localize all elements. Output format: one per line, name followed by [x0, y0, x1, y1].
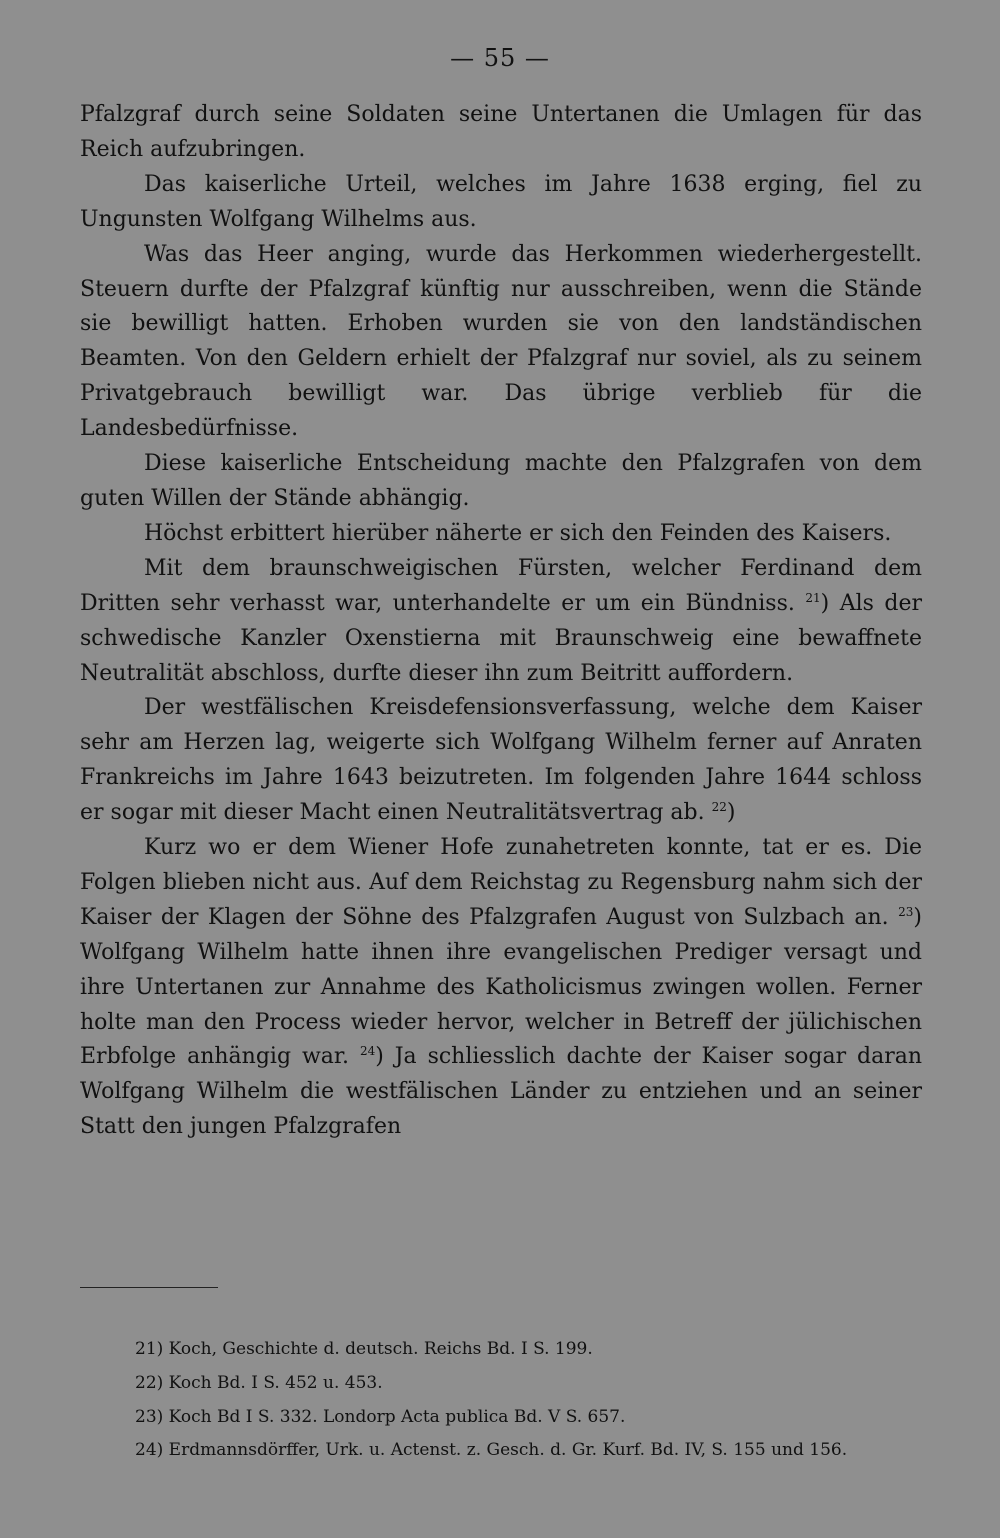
footnote-divider [80, 1287, 218, 1288]
paragraph: Das kaiserliche Urteil, welches im Jahre 1638 erging, fiel zu Ungunsten Wolfgang Wilhelms aus. [80, 171, 922, 232]
footnote-ref-22: 22 [711, 800, 727, 815]
paragraph: Diese kaiserliche Entscheidung machte den Pfalzgrafen von dem guten Willen der Stände abhängig. [80, 451, 922, 511]
footnote-ref-23: 23 [898, 904, 914, 919]
paragraph-text: Mit dem braunschweigischen Fürsten, welcher Ferdinand dem Dritten sehr verhasst war, unterhandelte er um ein Bündniss. [80, 555, 922, 616]
paragraph-text: Kurz wo er dem Wiener Hofe zunahetreten konnte, tat er es. Die Folgen blieben nicht aus. Auf dem Reichstag zu Regensburg nahm sich der Kaiser der Klagen der Söhne des Pfalzgrafen August von Sulzbach an. [80, 835, 922, 930]
footnote: 23) Koch Bd I S. 332. Londorp Acta publica Bd. V S. 657. [135, 1406, 626, 1427]
footnotes [80, 1333, 912, 1468]
paragraph [80, 691, 922, 831]
paragraph-text: ) Wolfgang Wilhelm hatte ihnen ihre evangelischen Prediger versagt und ihre Untertanen zur Annahme des Katholicismus zwingen wollen. Ferner holte man den Process wieder hervor, welcher in Betreff der jülichischen Erbfolge anhängig war. [80, 904, 922, 1070]
footnote: 24) Erdmannsdörffer, Urk. u. Actenst. z. Gesch. d. Gr. Kurf. Bd. IV, S. 155 und 156. [135, 1440, 848, 1461]
paragraph [80, 552, 922, 692]
paragraph: Pfalzgraf durch seine Soldaten seine Untertanen die Umlagen für das Reich aufzubringen. [80, 102, 922, 162]
paragraph-text: ) Ja schliesslich dachte der Kaiser sogar daran Wolfgang Wilhelm die westfälischen Länder zu entziehen und an seiner Statt den jungen Pfalzgrafen [80, 1044, 923, 1140]
footnote-ref-21: 21 [805, 590, 821, 605]
footnote: 21) Koch, Geschichte d. deutsch. Reichs Bd. I S. 199. [135, 1339, 593, 1359]
footnote: 22) Koch Bd. I S. 452 u. 453. [135, 1372, 383, 1393]
paragraph-text: ) [726, 800, 736, 826]
paragraph [80, 831, 922, 1145]
paragraph-text: ) Als der schwedische Kanzler Oxenstierna mit Braunschweig eine bewaffnete Neutralität abschloss, durfte dieser ihn zum Beitritt auffordern. [80, 590, 923, 686]
body-text [80, 98, 922, 1145]
page-number: — 55 — [450, 44, 550, 72]
paragraph-text: Der westfälischen Kreisdefensionsverfassung, welche dem Kaiser sehr am Herzen lag, weigerte sich Wolfgang Wilhelm ferner auf Anraten Frankreichs im Jahre 1643 beizutreten. Im folgenden Jahre 1644 schloss er sogar mit dieser Macht einen Neutralitätsvertrag ab. [80, 695, 922, 826]
footnote-ref-24: 24 [359, 1044, 376, 1059]
paragraph: Höchst erbittert hierüber näherte er sich den Feinden des Kaisers. [144, 520, 892, 546]
paragraph: Was das Heer anging, wurde das Herkommen wiederhergestellt. Steuern durfte der Pfalzgraf künftig nur ausschreiben, wenn die Stände sie bewilligt hatten. Erhoben wurden sie von den landständischen Beamten. Von den Geldern erhielt der Pfalzgraf nur soviel, als zu seinem Privatgebrauch bewilligt war. Das übrige verblieb für die Landesbedürfnisse. [80, 241, 922, 442]
